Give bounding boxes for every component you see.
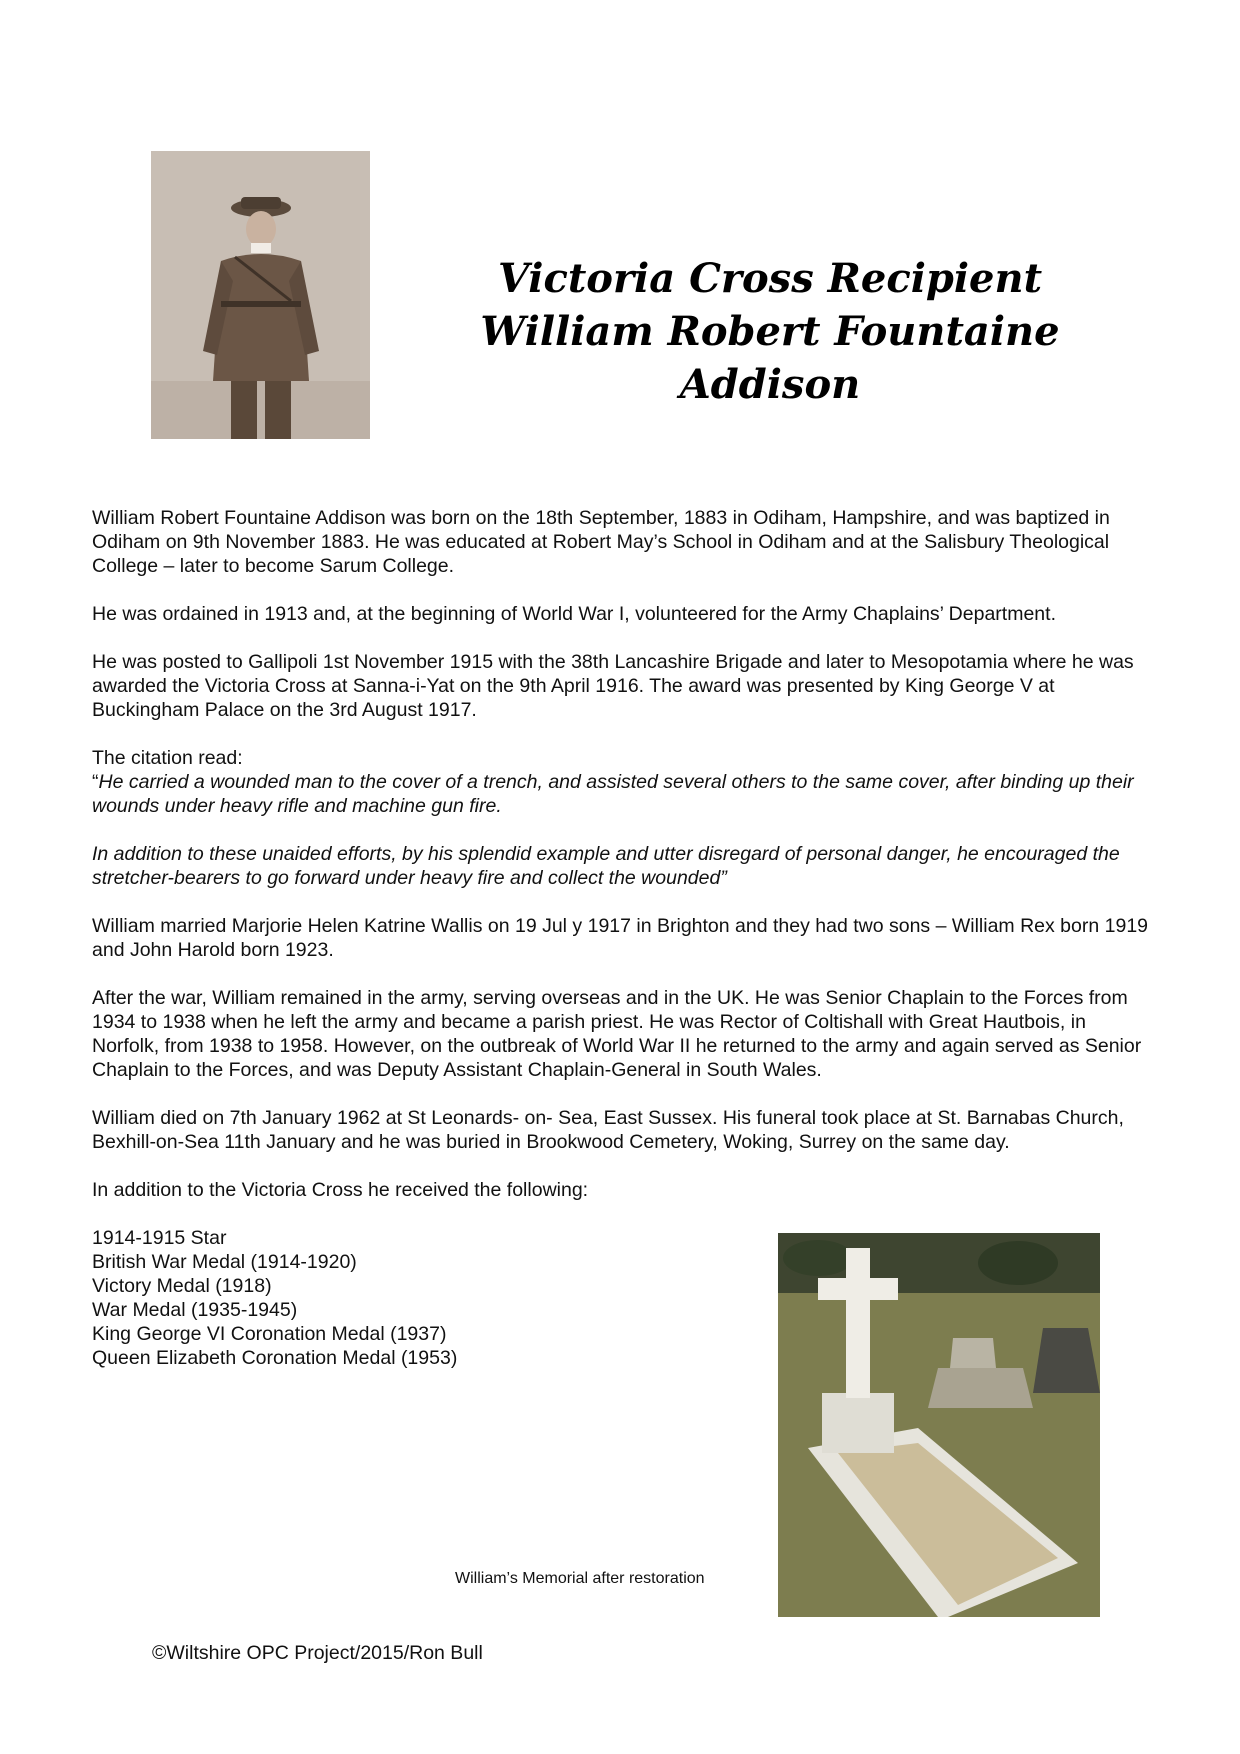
list-item: 1914-1915 Star bbox=[92, 1227, 227, 1249]
citation-intro: The citation read: bbox=[92, 747, 243, 769]
paragraph-ordination: He was ordained in 1913 and, at the beginning of World War I, volunteered for the Army Chaplains’ Department. bbox=[92, 603, 1056, 625]
paragraph-after-war: After the war, William remained in the army, serving overseas and in the UK. He was Senior Chaplain to the Forces from 1934 to 1938 when he left the army and became a parish priest. He was Rector of Coltishall with Great Hautbois, in Norfolk, from 1938 to 1958. However, on the outbreak of World War II he returned to the army and again served as Senior Chaplain to the Forces, and was Deputy Assistant Chaplain-General in South Wales. bbox=[92, 987, 1142, 1081]
list-item: Victory Medal (1918) bbox=[92, 1275, 272, 1297]
photo-caption: William’s Memorial after restoration bbox=[455, 1570, 705, 1587]
paragraph-citation bbox=[92, 746, 1152, 818]
title-line-2: William Robert Fountaine bbox=[480, 308, 1060, 355]
portrait-photo bbox=[151, 151, 370, 439]
title-line-3: Addison bbox=[679, 361, 861, 408]
page-title bbox=[420, 252, 1120, 411]
copyright-footer: ©Wiltshire OPC Project/2015/Ron Bull bbox=[152, 1642, 483, 1664]
list-item: War Medal (1935-1945) bbox=[92, 1299, 298, 1321]
list-item: Queen Elizabeth Coronation Medal (1953) bbox=[92, 1347, 458, 1369]
paragraph-birth: William Robert Fountaine Addison was born on the 18th September, 1883 in Odiham, Hampshire, and was baptized in Odiham on 9th November 1883. He was educated at Robert May’s School in Odiham and at the Salisbury Theological College – later to become Sarum College. bbox=[92, 507, 1110, 577]
title-line-1: Victoria Cross Recipient bbox=[497, 255, 1043, 302]
citation-text-2: In addition to these unaided efforts, by his splendid example and utter disregard of personal danger, he encouraged the stretcher-bearers to go forward under heavy fire and collect the wounded” bbox=[92, 843, 1120, 889]
citation-text-1: He carried a wounded man to the cover of a trench, and assisted several others to the same cover, after binding up their wounds under heavy rifle and machine gun fire. bbox=[92, 771, 1134, 817]
paragraph-service: He was posted to Gallipoli 1st November 1915 with the 38th Lancashire Brigade and later to Mesopotamia where he was awarded the Victoria Cross at Sanna-i-Yat on the 9th April 1916. The award was presented by King George V at Buckingham Palace on the 3rd August 1917. bbox=[92, 651, 1134, 721]
memorial-photo bbox=[778, 1233, 1100, 1617]
list-item: King George VI Coronation Medal (1937) bbox=[92, 1323, 447, 1345]
paragraph-medals-intro: In addition to the Victoria Cross he received the following: bbox=[92, 1179, 589, 1201]
citation-quote-mark: “ bbox=[92, 771, 99, 793]
list-item: British War Medal (1914-1920) bbox=[92, 1251, 357, 1273]
paragraph-death: William died on 7th January 1962 at St Leonards- on- Sea, East Sussex. His funeral took place at St. Barnabas Church, Bexhill-on-Sea 11th January and he was buried in Brookwood Cemetery, Woking, Surrey on the same day. bbox=[92, 1107, 1124, 1153]
paragraph-marriage: William married Marjorie Helen Katrine Wallis on 19 Jul y 1917 in Brighton and they had two sons – William Rex born 1919 and John Harold born 1923. bbox=[92, 915, 1149, 961]
